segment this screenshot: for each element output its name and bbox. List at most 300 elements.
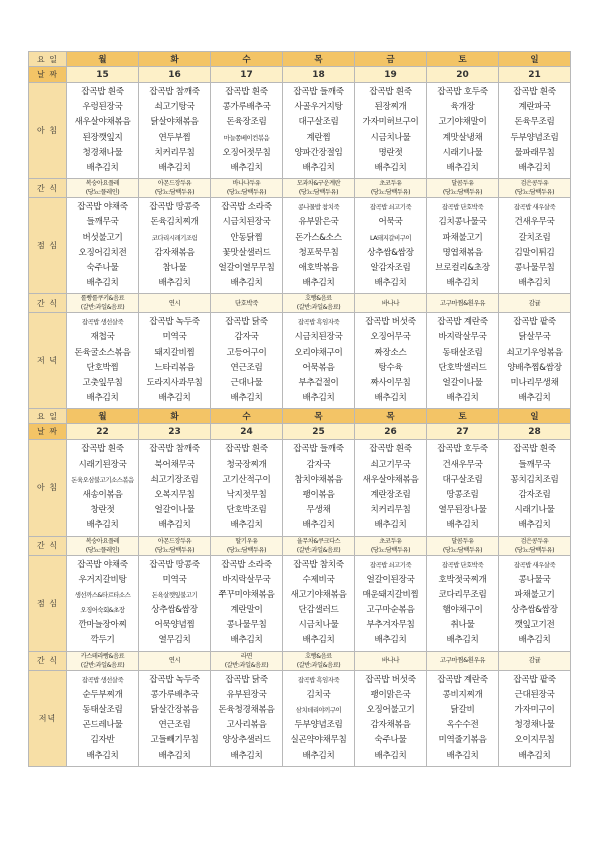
menu-item: 잡곡밥 땅콩죽	[149, 559, 200, 570]
menu-item: 배추김치	[446, 162, 479, 173]
menu-item: 배추김치	[374, 750, 407, 761]
menu-item: 잡곡밥 흰죽	[369, 87, 412, 97]
menu-item: 감자국	[306, 459, 331, 470]
snack1-cell	[499, 179, 571, 198]
meal-plan-table	[28, 51, 571, 767]
menu-item: 콩나물무침	[226, 620, 267, 631]
snack2-cell	[499, 651, 571, 670]
snack-item: 연시	[168, 656, 181, 665]
snack-item: 달콤두유	[451, 180, 474, 188]
menu-item: 콩나물무침	[514, 262, 555, 273]
menu-item: 잡곡밥 야채죽	[77, 202, 128, 213]
weekday-label: 요 일	[29, 409, 67, 424]
menu-item: 잡곡밥 흰죽	[513, 87, 556, 97]
menu-item: 상추쌈&쌈장	[367, 247, 414, 258]
snack-item: 달콤두유	[451, 537, 474, 545]
date-row	[29, 67, 571, 83]
date-cell: 26	[355, 424, 427, 440]
menu-item: 배추김치	[86, 520, 119, 531]
menu-item: 잡곡밥 참깨죽	[149, 444, 200, 455]
menu-item: 부추겨자무침	[366, 620, 415, 631]
snack2-row	[29, 651, 571, 670]
menu-item: 미역줄기볶음	[438, 735, 487, 746]
menu-item: 고들빼기무침	[150, 735, 199, 746]
snack1-label: 간 식	[29, 179, 67, 198]
menu-item: 돈가스&소스	[295, 232, 342, 243]
menu-item: 꽃맛살샐러드	[222, 247, 271, 258]
dinner-cell	[211, 313, 283, 409]
menu-item: 감자조림	[518, 489, 551, 500]
menu-item: 잡곡밥 녹두죽	[149, 674, 200, 685]
snack2-cell	[67, 651, 139, 670]
snack2-cell	[211, 651, 283, 670]
menu-item: 얼갈이열무무침	[218, 262, 275, 273]
menu-item: 쇠고기우엉볶음	[506, 347, 563, 358]
menu-item: 배추김치	[230, 162, 263, 173]
menu-item: 단감샐러드	[298, 605, 339, 616]
menu-item: 우거지갈비탕	[78, 574, 127, 585]
menu-item: 잡곡밥 흰죽	[225, 444, 268, 455]
menu-item: 배추김치	[158, 393, 191, 404]
snack-item: 율무차&쿠크다스	[296, 537, 341, 545]
dinner-cell	[139, 670, 211, 766]
menu-item: 햄야채구이	[442, 605, 483, 616]
menu-item: 잡곡밥 생선살죽	[81, 675, 124, 684]
menu-item: 배추김치	[302, 393, 335, 404]
menu-item: 오징어불고기	[366, 705, 415, 715]
lunch-row	[29, 198, 571, 294]
weekday-cell: 토	[427, 52, 499, 67]
menu-item: 곤드레나물	[82, 720, 123, 731]
menu-item: 청경채나물	[82, 147, 123, 158]
menu-item: 새우살야채볶음	[74, 117, 131, 128]
menu-item: 배추김치	[518, 520, 551, 531]
snack-item: (당뇨:담백두유)	[442, 189, 483, 197]
weekday-cell: 토	[427, 409, 499, 424]
menu-item: 바지락살무국	[222, 574, 271, 585]
menu-item: 단호박조림	[226, 505, 267, 516]
menu-item: 돈육청경채볶음	[218, 705, 275, 715]
weekday-cell: 목	[355, 409, 427, 424]
snack1-cell	[355, 179, 427, 198]
menu-item: 배추김치	[446, 635, 479, 646]
snack-item: 호빵&음료	[305, 295, 332, 303]
menu-item: 콩가루배추국	[150, 689, 199, 700]
menu-item: 탕수육	[378, 362, 403, 373]
snack-item: 검은콩두유	[520, 537, 549, 545]
menu-item: 돈육굴소스볶음	[74, 347, 131, 358]
weekday-cell: 화	[139, 52, 211, 67]
lunch-cell	[499, 555, 571, 651]
menu-item: 사골우거지탕	[294, 102, 343, 113]
menu-item: 어묵볶음	[302, 362, 335, 373]
menu-item: 단호박찜	[86, 362, 119, 373]
snack-item: 연시	[168, 298, 181, 307]
menu-item: 배추김치	[446, 393, 479, 404]
menu-item: 애호박볶음	[298, 262, 339, 273]
snack-item: 고구마찜&흰우유	[440, 656, 485, 665]
menu-item: 된장찌개	[374, 102, 407, 113]
menu-item: 취나물	[450, 620, 475, 631]
menu-item: 배추김치	[518, 278, 551, 289]
menu-item: 배추김치	[302, 162, 335, 173]
menu-item: 된장깻잎지	[82, 132, 123, 143]
menu-item: 파채불고기	[442, 232, 483, 243]
menu-item: 팽이볶음	[302, 489, 335, 500]
snack-item: 바나나	[381, 298, 400, 307]
date-cell: 21	[499, 67, 571, 83]
menu-item: 잡곡밥 팥죽	[513, 674, 556, 685]
menu-item: 잡곡밥 흰죽	[369, 444, 412, 455]
menu-item: 잡곡밥 소라죽	[221, 559, 272, 570]
snack1-cell	[67, 179, 139, 198]
menu-item: 오징어젓무침	[222, 147, 271, 158]
snack-item: (당뇨:담백두유)	[370, 189, 411, 197]
snack1-cell	[67, 536, 139, 555]
menu-item: 연근조림	[158, 720, 191, 731]
menu-item: 잡곡밥 버섯죽	[365, 674, 416, 685]
menu-item: 배추김치	[374, 393, 407, 404]
menu-item: 참치야채볶음	[294, 474, 343, 485]
menu-item: 코다리무조림	[438, 589, 487, 600]
lunch-cell	[67, 198, 139, 294]
snack1-cell	[283, 179, 355, 198]
snack-item: (당뇨:담백두유)	[298, 189, 339, 197]
snack1-cell	[499, 536, 571, 555]
menu-item: 안동닭찜	[230, 232, 263, 243]
menu-item: 고구마순볶음	[366, 605, 415, 616]
menu-item: 시래기나물	[442, 147, 483, 158]
menu-item: 새송이볶음	[82, 489, 123, 500]
menu-item: 배추김치	[518, 750, 551, 761]
menu-item: 삼치데리야끼구이	[295, 706, 342, 714]
menu-item: 잡곡밥 호두죽	[437, 87, 488, 97]
lunch-cell	[283, 198, 355, 294]
lunch-cell	[427, 198, 499, 294]
menu-item: 미역국	[162, 332, 187, 343]
menu-item: 잡곡밥 쇠고기죽	[369, 203, 412, 212]
menu-item: 건새우무국	[514, 217, 555, 228]
menu-item: 가자미구이	[514, 705, 555, 715]
snack2-cell	[67, 294, 139, 313]
menu-item: 파채불고기	[514, 589, 555, 600]
menu-item: 잡곡밥 단호박죽	[441, 203, 484, 212]
menu-item: 잡곡밥 팥죽	[513, 317, 556, 328]
snack2-cell	[139, 294, 211, 313]
menu-item: 명엽채볶음	[442, 247, 483, 258]
menu-item: 시금치나물	[298, 620, 339, 631]
snack-item: (당뇨:플레인)	[85, 546, 120, 554]
menu-item: 짜사이무침	[370, 378, 411, 388]
lunch-cell	[355, 198, 427, 294]
dinner-cell	[355, 313, 427, 409]
menu-item: 닭살야채볶음	[150, 117, 199, 128]
menu-item: 무생채	[306, 505, 331, 516]
dinner-cell	[499, 670, 571, 766]
menu-item: 배추김치	[86, 162, 119, 173]
menu-item: 잡곡밥 참깨죽	[149, 87, 200, 97]
menu-item: 시금치된장국	[294, 332, 343, 343]
menu-item: 콩비지찌개	[442, 689, 483, 700]
menu-item: 낙지젓무침	[226, 489, 267, 500]
snack-item: 검은콩두유	[520, 180, 549, 188]
weekday-cell: 월	[67, 409, 139, 424]
lunch-cell	[355, 555, 427, 651]
snack-item: 아몬드장두유	[157, 537, 192, 545]
menu-item: 배추김치	[86, 278, 119, 289]
menu-item: 잡곡밥 버섯죽	[365, 317, 416, 328]
menu-item: 돈육살깻잎불고기	[151, 590, 198, 599]
menu-item: 열무김치	[158, 635, 191, 646]
snack-item: 딸기우유	[235, 537, 258, 545]
menu-item: 배추김치	[374, 520, 407, 531]
menu-item: 치커리무침	[154, 147, 195, 158]
menu-item: 시금치된장국	[222, 217, 271, 228]
menu-item: 쇠고기무국	[370, 459, 411, 470]
snack-item: 단호박죽	[234, 298, 259, 307]
menu-item: 감자채볶음	[370, 720, 411, 731]
weekday-label: 요 일	[29, 52, 67, 67]
menu-item: 배추김치	[374, 162, 407, 173]
lunch-cell	[499, 198, 571, 294]
menu-item: 건새우무국	[442, 459, 483, 470]
snack-item: (당뇨:담백두유)	[154, 546, 195, 554]
menu-item: 잡곡밥 들깨죽	[293, 87, 344, 97]
menu-item: 대구살조림	[442, 474, 483, 485]
menu-item: 양배추찜&쌈장	[507, 362, 562, 373]
snack2-label: 간 식	[29, 651, 67, 670]
menu-item: 계란찜	[306, 132, 331, 143]
menu-item: 오징어숙회&초장	[80, 606, 125, 615]
snack1-cell	[139, 536, 211, 555]
breakfast-cell	[283, 83, 355, 179]
weekday-cell: 목	[283, 409, 355, 424]
menu-item: 창란젓	[90, 505, 115, 516]
menu-item: 치커리무침	[370, 505, 411, 516]
menu-item: 새고기야채볶음	[290, 589, 347, 600]
menu-item: 유부맑은국	[298, 217, 339, 228]
snack-item: 초코두유	[379, 537, 402, 545]
lunch-cell	[211, 198, 283, 294]
menu-item: 돼지갈비찜	[154, 347, 195, 358]
date-cell: 19	[355, 67, 427, 83]
menu-item: 근대나물	[230, 378, 263, 388]
dinner-cell	[355, 670, 427, 766]
menu-item: 재첩국	[90, 332, 115, 343]
snack2-cell	[211, 294, 283, 313]
menu-item: 배추김치	[302, 635, 335, 646]
snack1-cell	[427, 179, 499, 198]
menu-item: 얼갈이나물	[154, 505, 195, 516]
menu-item: 쇠고기장조림	[150, 474, 199, 485]
weekday-header-row	[29, 409, 571, 424]
menu-item: 쇠고기탕국	[154, 102, 195, 113]
menu-item: 닭갈비	[450, 705, 475, 715]
menu-item: 잡곡밥 흑임자죽	[297, 675, 340, 684]
date-cell: 27	[427, 424, 499, 440]
snack-item: (갈반:과일&음료)	[80, 661, 125, 669]
snack-item: 모과차&구운계란	[296, 180, 341, 188]
snack-item: 바나나	[381, 656, 400, 665]
dinner-row	[29, 670, 571, 766]
menu-item: 우렁된장국	[82, 102, 123, 113]
menu-item: 땅콩조림	[446, 489, 479, 500]
snack-item: (당뇨:담백두유)	[226, 189, 267, 197]
lunch-cell	[139, 555, 211, 651]
menu-item: 오복지무침	[154, 489, 195, 500]
snack1-label: 간 식	[29, 536, 67, 555]
menu-item: 잡곡밥 들깨죽	[293, 444, 344, 455]
menu-item: 잡곡밥 땅콩죽	[149, 202, 200, 213]
date-row	[29, 424, 571, 440]
snack-item: 호빵&음료	[305, 652, 332, 660]
lunch-cell	[67, 555, 139, 651]
menu-item: 꽁치김치조림	[510, 474, 559, 485]
menu-item: 계란장조림	[370, 489, 411, 500]
breakfast-cell	[499, 440, 571, 536]
snack-item: 아몬드장두유	[157, 180, 192, 188]
menu-item: 배추김치	[86, 393, 119, 404]
menu-item: 브로컬리&초장	[435, 262, 490, 273]
menu-item: 연두부찜	[158, 132, 191, 143]
breakfast-label: 아 침	[29, 440, 67, 536]
menu-item: 육개장	[450, 102, 475, 113]
breakfast-row	[29, 440, 571, 536]
snack-item: (당뇨:담백두유)	[442, 546, 483, 554]
menu-item: 옥수수전	[446, 720, 479, 731]
date-cell: 28	[499, 424, 571, 440]
menu-item: 잡곡밥 녹두죽	[149, 317, 200, 328]
menu-item: 미역국	[162, 574, 187, 585]
menu-item: 얼갈이된장국	[366, 574, 415, 585]
snack-item: 복숭아요플레	[85, 537, 120, 545]
snack-item: (당뇨:담백두유)	[514, 546, 555, 554]
weekday-cell: 수	[211, 52, 283, 67]
menu-item: 팽이맑은국	[370, 689, 411, 700]
menu-item: 들깨무국	[518, 459, 551, 470]
snack1-cell	[139, 179, 211, 198]
menu-item: 도라지사과무침	[146, 378, 203, 388]
snack-item: 롤빵롤쿠키&음료	[80, 295, 125, 303]
menu-item: 콩가루배추국	[222, 102, 271, 113]
snack-item: (갈반:과일&음료)	[224, 661, 269, 669]
snack-item: 바나나두유	[232, 180, 261, 188]
menu-item: 잡곡밥 흰죽	[81, 444, 124, 455]
menu-item: 배추김치	[302, 520, 335, 531]
breakfast-cell	[139, 83, 211, 179]
menu-item: 잡곡밥 흑임자죽	[297, 318, 340, 327]
menu-item: 쭈꾸미야채볶음	[218, 589, 275, 600]
snack-item: (당뇨:담백두유)	[154, 189, 195, 197]
menu-item: 순두부찌개	[82, 689, 123, 700]
menu-item: 청포묵무침	[298, 247, 339, 258]
weekday-cell: 화	[139, 409, 211, 424]
weekday-header-row	[29, 52, 571, 67]
menu-item: 대구살조림	[298, 117, 339, 128]
menu-item: 상추쌈&쌈장	[151, 605, 198, 616]
menu-item: 배추김치	[230, 520, 263, 531]
date-cell: 22	[67, 424, 139, 440]
menu-item: 잡곡밥 계란죽	[437, 674, 488, 685]
date-cell: 20	[427, 67, 499, 83]
menu-item: 물파래무침	[514, 147, 555, 158]
weekday-cell: 일	[499, 52, 571, 67]
menu-item: 양파간장절임	[294, 147, 343, 158]
weekday-cell: 목	[283, 52, 355, 67]
menu-item: 깐마늘장아찌	[78, 620, 127, 631]
lunch-label: 점 심	[29, 198, 67, 294]
breakfast-row	[29, 83, 571, 179]
meal-plan-sheet	[28, 51, 570, 767]
breakfast-label: 아 침	[29, 83, 67, 179]
menu-item: 배추김치	[518, 393, 551, 404]
snack1-cell	[427, 536, 499, 555]
snack-item: (당뇨:담백두유)	[226, 546, 267, 554]
menu-item: 오리야채구이	[294, 347, 343, 358]
menu-item: 고등어구이	[226, 347, 267, 358]
menu-item: 콩나물밥 참치죽	[297, 203, 340, 212]
date-cell: 15	[67, 67, 139, 83]
menu-item: 김치콩나물국	[438, 217, 487, 228]
breakfast-cell	[499, 83, 571, 179]
breakfast-cell	[211, 83, 283, 179]
menu-item: 가자미허브구이	[362, 117, 419, 128]
menu-item: 잡곡밥 계란죽	[437, 317, 488, 328]
menu-item: 배추김치	[86, 750, 119, 761]
menu-item: 배추김치	[158, 278, 191, 289]
menu-item: 부추겉절이	[298, 378, 339, 388]
menu-item: 닭살무국	[518, 332, 551, 343]
snack1-cell	[211, 179, 283, 198]
menu-item: 숙주나물	[86, 262, 119, 273]
menu-item: 배추김치	[230, 750, 263, 761]
menu-item: 코다리시래기조림	[151, 233, 198, 242]
date-cell: 17	[211, 67, 283, 83]
dinner-label: 저녁	[29, 670, 67, 766]
menu-item: 어묵국	[378, 217, 403, 228]
menu-item: 매운돼지갈비찜	[362, 589, 419, 600]
menu-item: 오이지무침	[514, 735, 555, 746]
snack2-cell	[283, 651, 355, 670]
menu-item: 잡곡밥 닭죽	[225, 674, 268, 685]
snack-item: 초코두유	[379, 180, 402, 188]
menu-item: 짜장소스	[374, 347, 407, 358]
menu-item: 오징어김치전	[78, 247, 127, 258]
menu-item: 계란말이	[230, 605, 263, 616]
menu-item: 갈치조림	[518, 232, 551, 243]
menu-item: 콩나물국	[518, 574, 551, 585]
menu-item: 명란젓	[378, 147, 403, 158]
menu-item: 오징어무국	[370, 332, 411, 343]
menu-item: 닭살간장볶음	[150, 705, 199, 715]
menu-item: 청경채나물	[514, 720, 555, 731]
menu-item: 양상추샐러드	[222, 735, 271, 746]
menu-item: 어묵양념찜	[154, 620, 195, 631]
menu-item: 고사리볶음	[226, 720, 267, 731]
lunch-cell	[139, 198, 211, 294]
menu-item: 계맛살냉채	[442, 132, 483, 143]
menu-item: 배추김치	[446, 750, 479, 761]
snack-item: 고구마찜&흰우유	[440, 298, 485, 307]
snack2-cell	[499, 294, 571, 313]
menu-item: 바지락살무국	[438, 332, 487, 343]
menu-item: 실곤약야채무침	[290, 735, 347, 746]
menu-item: 김자반	[90, 735, 115, 746]
lunch-row	[29, 555, 571, 651]
menu-item: 생선까스&타르타소스	[74, 590, 131, 599]
menu-item: 김말이튀김	[514, 247, 555, 258]
snack-item: (당뇨:담백두유)	[370, 546, 411, 554]
